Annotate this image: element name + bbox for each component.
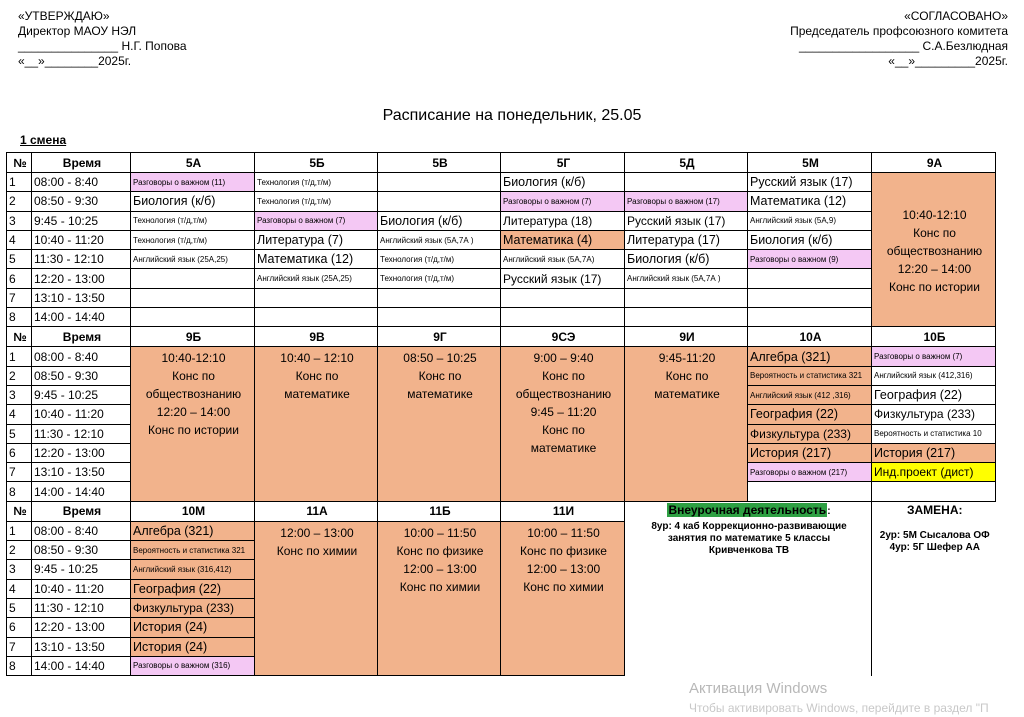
lesson-cell: Вероятность и статистика 321 <box>748 366 872 385</box>
lesson-cell: География (22) <box>748 405 872 424</box>
class-header: 9Г <box>378 327 501 347</box>
lesson-cell: Биология (к/б) <box>131 192 255 211</box>
lesson-cell: География (22) <box>131 579 255 598</box>
lesson-time: 13:10 - 13:50 <box>32 288 131 307</box>
lesson-cell: Разговоры о важном (17) <box>625 192 748 211</box>
consult-line: 12:00 – 13:00 <box>526 561 601 576</box>
consult-line: 9:45 – 11:20 <box>530 405 597 420</box>
lesson-cell: Литература (7) <box>255 230 378 249</box>
lesson-cell: Разговоры о важном (217) <box>748 463 872 482</box>
lesson-cell: Английский язык (5А,7А) <box>501 250 625 269</box>
replacement-title: ЗАМЕНА: <box>906 502 963 517</box>
extracurricular-text: 8ур: 4 каб Коррекционно-развивающие занятия по математике 5 классы Кривченкова ТВ <box>651 520 847 556</box>
class-header: 5А <box>131 153 255 173</box>
lesson-cell: Математика (12) <box>748 192 872 211</box>
lesson-time: 13:10 - 13:50 <box>32 463 131 482</box>
class-header: 9И <box>625 327 748 347</box>
lesson-cell: Разговоры о важном (7) <box>255 211 378 230</box>
class-header: 9В <box>255 327 378 347</box>
extracurricular-title: Внеурочная деятельность <box>668 502 827 517</box>
agree-line-1: «СОГЛАСОВАНО» <box>904 9 1008 23</box>
lesson-time: 08:50 - 9:30 <box>32 366 131 385</box>
lesson-number: 5 <box>7 250 32 269</box>
lesson-cell: Технология (т/д,т/м) <box>131 230 255 249</box>
time-header: Время <box>32 153 131 173</box>
lesson-cell: Технология (т/д,т/м) <box>378 250 501 269</box>
lesson-cell <box>378 173 501 192</box>
lesson-time: 14:00 - 14:40 <box>32 482 131 501</box>
lesson-cell: Технология (т/д,т/м) <box>378 269 501 288</box>
lesson-cell: Разговоры о важном (316) <box>131 656 255 675</box>
header-row-2 <box>7 327 996 347</box>
consult-line: Конс по <box>665 369 709 384</box>
lesson-cell <box>625 288 748 307</box>
consult-line: 10:00 – 11:50 <box>527 525 600 540</box>
consultation-9se <box>501 347 625 501</box>
approve-block <box>18 9 187 69</box>
lesson-cell <box>625 173 748 192</box>
consult-line: Конс по химии <box>399 579 481 594</box>
lesson-cell <box>625 308 748 327</box>
lesson-cell: Алгебра (321) <box>131 521 255 540</box>
class-header: 5Д <box>625 153 748 173</box>
lesson-number: 1 <box>7 173 32 192</box>
lesson-time: 11:30 - 12:10 <box>32 424 131 443</box>
consult-line: 10:40-12:10 <box>902 207 967 222</box>
lesson-cell: Физкультура (233) <box>131 598 255 617</box>
agree-line-3: __________________ С.А.Безлюдная <box>799 39 1008 53</box>
lesson-cell: Русский язык (17) <box>501 269 625 288</box>
no-header: № <box>7 153 32 173</box>
lesson-cell: История (24) <box>131 637 255 656</box>
class-header: 11А <box>255 501 378 521</box>
replacement-line: 2ур: 5М Сысалова ОФ <box>879 529 990 541</box>
class-header: 9Б <box>131 327 255 347</box>
lesson-cell <box>501 288 625 307</box>
lesson-cell: История (24) <box>131 618 255 637</box>
lesson-cell: Математика (12) <box>255 250 378 269</box>
lesson-time: 10:40 - 11:20 <box>32 579 131 598</box>
consult-line: 10:00 – 11:50 <box>403 525 477 540</box>
lesson-time: 08:00 - 8:40 <box>32 521 131 540</box>
lesson-cell <box>501 308 625 327</box>
consult-line: Конс по физике <box>396 543 484 558</box>
consultation-9v <box>255 347 378 501</box>
lesson-number: 6 <box>7 618 32 637</box>
extracurricular-note <box>625 501 872 675</box>
consult-line: обществознанию <box>886 243 983 258</box>
lesson-time: 10:40 - 11:20 <box>32 405 131 424</box>
lesson-number: 4 <box>7 405 32 424</box>
class-header: 11Б <box>378 501 501 521</box>
header-row-3 <box>7 501 996 521</box>
lesson-row <box>7 211 996 230</box>
approve-line-2: Директор МАОУ НЭЛ <box>18 24 137 38</box>
lesson-number: 2 <box>7 366 32 385</box>
consultation-11i <box>501 521 625 675</box>
lesson-time: 9:45 - 10:25 <box>32 560 131 579</box>
lesson-time: 11:30 - 12:10 <box>32 598 131 617</box>
lesson-cell <box>131 288 255 307</box>
approve-line-1: «УТВЕРЖДАЮ» <box>18 9 110 23</box>
consult-line: обществознанию <box>145 387 242 402</box>
lesson-cell: География (22) <box>872 385 996 404</box>
time-header: Время <box>32 501 131 521</box>
class-header: 10Б <box>872 327 996 347</box>
lesson-cell: Биология (к/б) <box>748 230 872 249</box>
consult-line: 9:00 – 9:40 <box>533 351 594 366</box>
class-header: 5Г <box>501 153 625 173</box>
header-row-1 <box>7 153 996 173</box>
lesson-cell: Английский язык (5А,7А ) <box>625 269 748 288</box>
approve-line-4: «__»________2025г. <box>18 54 132 68</box>
consult-line: 08:50 – 10:25 <box>403 351 477 366</box>
lesson-cell <box>748 269 872 288</box>
lesson-cell: Биология (к/б) <box>378 211 501 230</box>
class-header: 5В <box>378 153 501 173</box>
activation-watermark-text: Чтобы активировать Windows, перейдите в раздел "П <box>689 701 989 715</box>
activation-watermark-title: Активация Windows <box>689 680 828 697</box>
lesson-cell: Литература (17) <box>625 230 748 249</box>
lesson-number: 1 <box>7 521 32 540</box>
agree-line-4: «__»_________2025г. <box>888 54 1008 68</box>
lesson-cell <box>748 308 872 327</box>
consult-line: 10:40 – 12:10 <box>280 351 354 366</box>
consult-line: Конс по физике <box>520 543 607 558</box>
consultation-9g <box>378 347 501 501</box>
lesson-time: 13:10 - 13:50 <box>32 637 131 656</box>
lesson-time: 11:30 - 12:10 <box>32 250 131 269</box>
lesson-cell <box>378 288 501 307</box>
consultation-11b <box>378 521 501 675</box>
lesson-number: 2 <box>7 192 32 211</box>
consult-line: 12:00 – 13:00 <box>403 561 477 576</box>
consult-line: Конс по химии <box>276 543 358 558</box>
no-header: № <box>7 501 32 521</box>
lesson-row <box>7 250 996 269</box>
lesson-cell: История (217) <box>872 443 996 462</box>
lesson-row <box>7 347 996 366</box>
lesson-cell <box>748 288 872 307</box>
consult-line: 12:20 – 14:00 <box>156 405 231 420</box>
class-header: 10А <box>748 327 872 347</box>
lesson-number: 7 <box>7 463 32 482</box>
lesson-number: 5 <box>7 424 32 443</box>
lesson-cell <box>255 308 378 327</box>
lesson-row <box>7 173 996 192</box>
shift-label: 1 смена <box>20 133 67 147</box>
lesson-cell: Вероятность и статистика 10 <box>872 424 996 443</box>
lesson-number: 1 <box>7 347 32 366</box>
lesson-time: 08:00 - 8:40 <box>32 173 131 192</box>
lesson-cell: Вероятность и статистика 321 <box>131 541 255 560</box>
lesson-row <box>7 269 996 288</box>
consultation-9i <box>625 347 748 501</box>
consult-line: Конс по истории <box>148 423 239 438</box>
lesson-cell <box>872 482 996 501</box>
lesson-number: 3 <box>7 211 32 230</box>
lesson-cell: Биология (к/б) <box>625 250 748 269</box>
lesson-time: 08:50 - 9:30 <box>32 541 131 560</box>
lesson-cell <box>378 308 501 327</box>
class-header: 9СЭ <box>501 327 625 347</box>
approve-line-3: _______________ Н.Г. Попова <box>18 39 187 53</box>
consult-line: математике <box>530 441 597 456</box>
agree-line-2: Председатель профсоюзного комитета <box>790 24 1008 38</box>
lesson-time: 9:45 - 10:25 <box>32 385 131 404</box>
lesson-cell: Английский язык (25А,25) <box>255 269 378 288</box>
agree-block <box>790 9 1008 69</box>
consult-line: 9:45-11:20 <box>658 351 716 366</box>
lesson-cell: Английский язык (316,412) <box>131 560 255 579</box>
lesson-number: 7 <box>7 288 32 307</box>
lesson-cell: История (217) <box>748 443 872 462</box>
consult-line: Конс по <box>172 369 215 384</box>
lesson-cell: Технология (т/д,т/м) <box>255 173 378 192</box>
lesson-cell: Инд.проект (дист) <box>872 463 996 482</box>
time-header: Время <box>32 327 131 347</box>
lesson-number: 8 <box>7 308 32 327</box>
consult-line: 12:20 – 14:00 <box>897 261 972 276</box>
lesson-cell <box>255 288 378 307</box>
consult-line: Конс по истории <box>889 279 980 294</box>
consult-line: Конс по химии <box>523 579 604 594</box>
consult-line: Конс по <box>542 423 585 438</box>
lesson-cell: Алгебра (321) <box>748 347 872 366</box>
lesson-number: 6 <box>7 269 32 288</box>
lesson-number: 8 <box>7 656 32 675</box>
lesson-cell: Литература (18) <box>501 211 625 230</box>
lesson-cell: Биология (к/б) <box>501 173 625 192</box>
lesson-cell: Разговоры о важном (9) <box>748 250 872 269</box>
lesson-number: 5 <box>7 598 32 617</box>
lesson-cell <box>378 192 501 211</box>
consult-line: математике <box>407 387 473 402</box>
no-header: № <box>7 327 32 347</box>
lesson-time: 10:40 - 11:20 <box>32 230 131 249</box>
lesson-time: 14:00 - 14:40 <box>32 308 131 327</box>
lesson-cell: Русский язык (17) <box>748 173 872 192</box>
lesson-cell: Английский язык (25А,25) <box>131 250 255 269</box>
lesson-time: 08:00 - 8:40 <box>32 347 131 366</box>
consult-line: математике <box>654 387 720 402</box>
lesson-time: 12:20 - 13:00 <box>32 269 131 288</box>
schedule-table <box>6 152 996 676</box>
lesson-cell: Математика (4) <box>501 230 625 249</box>
consultation-9a <box>872 173 996 327</box>
consult-line: Конс по <box>418 369 462 384</box>
consult-line: обществознанию <box>515 387 612 402</box>
class-header: 10М <box>131 501 255 521</box>
lesson-cell: Разговоры о важном (7) <box>501 192 625 211</box>
lesson-time: 12:20 - 13:00 <box>32 618 131 637</box>
class-header: 5Б <box>255 153 378 173</box>
lesson-row <box>7 192 996 211</box>
lesson-row <box>7 308 996 327</box>
replacement-line: 4ур: 5Г Шефер АА <box>889 541 980 553</box>
consult-line: 12:00 – 13:00 <box>280 525 354 540</box>
lesson-number: 4 <box>7 579 32 598</box>
lesson-time: 08:50 - 9:30 <box>32 192 131 211</box>
lesson-number: 2 <box>7 541 32 560</box>
lesson-cell <box>131 269 255 288</box>
lesson-cell: Физкультура (233) <box>748 424 872 443</box>
lesson-number: 7 <box>7 637 32 656</box>
lesson-row <box>7 230 996 249</box>
lesson-cell: Английский язык (412 ,316) <box>748 385 872 404</box>
replacement-note <box>872 501 996 675</box>
lesson-cell: Разговоры о важном (11) <box>131 173 255 192</box>
lesson-time: 9:45 - 10:25 <box>32 211 131 230</box>
consult-line: 10:40-12:10 <box>161 351 226 366</box>
consultation-11a <box>255 521 378 675</box>
extracurricular-colon: : <box>827 505 831 517</box>
consult-line: Конс по <box>542 369 585 384</box>
lesson-cell: Английский язык (412,316) <box>872 366 996 385</box>
class-header: 11И <box>501 501 625 521</box>
class-header: 9А <box>872 153 996 173</box>
lesson-number: 3 <box>7 560 32 579</box>
lesson-cell: Физкультура (233) <box>872 405 996 424</box>
lesson-cell: Английский язык (5А,7А ) <box>378 230 501 249</box>
consultation-9b <box>131 347 255 501</box>
lesson-cell: Английский язык (5А,9) <box>748 211 872 230</box>
lesson-cell: Разговоры о важном (7) <box>872 347 996 366</box>
lesson-cell <box>131 308 255 327</box>
consult-line: Конс по <box>913 225 956 240</box>
class-header: 5М <box>748 153 872 173</box>
consult-line: математике <box>284 387 350 402</box>
lesson-number: 8 <box>7 482 32 501</box>
lesson-cell: Технология (т/д,т/м) <box>131 211 255 230</box>
lesson-number: 4 <box>7 230 32 249</box>
lesson-row <box>7 288 996 307</box>
lesson-cell: Технология (т/д,т/м) <box>255 192 378 211</box>
page-title: Расписание на понедельник, 25.05 <box>382 107 642 124</box>
lesson-number: 3 <box>7 385 32 404</box>
lesson-time: 14:00 - 14:40 <box>32 656 131 675</box>
lesson-cell <box>748 482 872 501</box>
lesson-time: 12:20 - 13:00 <box>32 443 131 462</box>
lesson-cell: Русский язык (17) <box>625 211 748 230</box>
consult-line: Конс по <box>295 369 339 384</box>
lesson-number: 6 <box>7 443 32 462</box>
